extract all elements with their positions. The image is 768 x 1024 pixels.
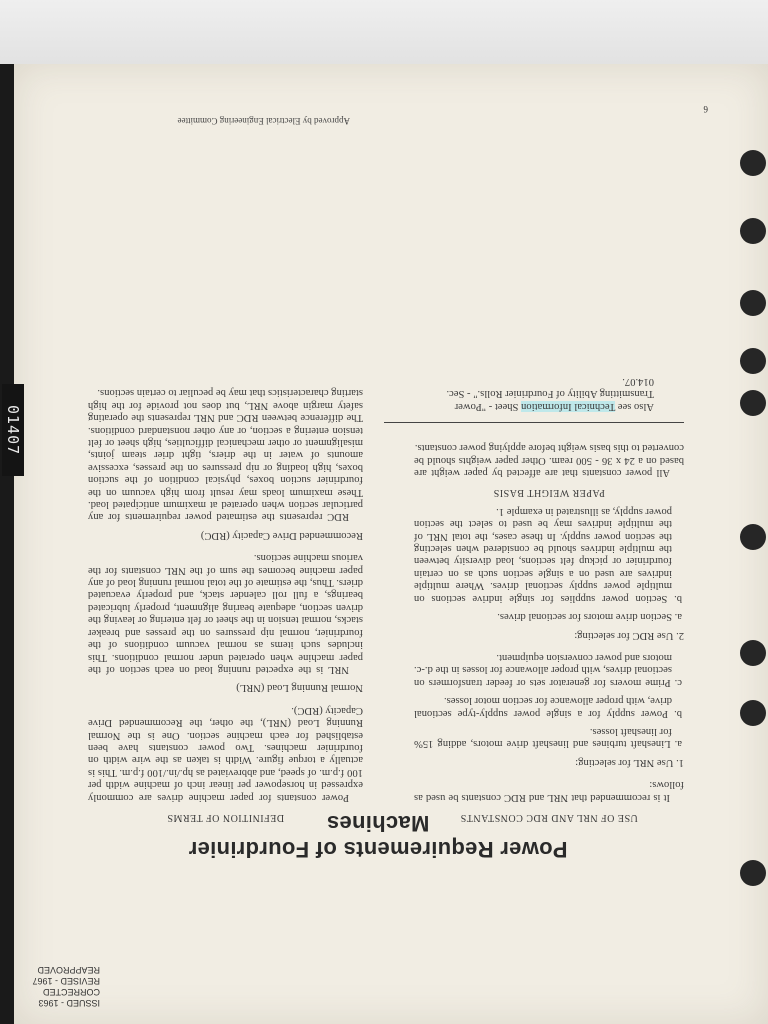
reference-note bbox=[414, 375, 654, 412]
left-column bbox=[88, 378, 363, 829]
definition-heading: DEFINITION OF TERMS bbox=[166, 812, 285, 823]
page-number: 6 bbox=[703, 104, 708, 114]
basis-heading: PAPER WEIGHT BASIS bbox=[493, 487, 605, 499]
section-tab: 01407 bbox=[2, 384, 24, 476]
rdc-text: RDC represents the estimated power requirements for any particular section when operated at maximum anticipated load. These maximum loads may result from high vacuum on the fourdrinier suction boxes, physical condition of the suction boxes, high loading or nip pressures on the presses, excessive amounts of water in the driers, tight drier steam joints, misalignment or other mechanical difficulties, high sheet or felt tension entering a section, or any other nonstandard conditions. The difference between RDC and NRL represents the operating safety margin above NRL, but does not provide for the high starting characteristics that may be peculiar to certain sections. bbox=[88, 387, 363, 523]
usage-heading: USE OF NRL AND RDC CONSTANTS bbox=[460, 812, 638, 823]
approval-footer: Approved by Electrical Engineering Committee bbox=[177, 116, 350, 126]
usage-intro: It is recommended that NRL and RDC constants be used as follows: bbox=[414, 779, 684, 803]
nrl-text: NRL is the expected running load on each section of the paper machine when operated under normal conditions. This includes such items as normal vacuum conditions of the fourdrinier, normal nip pressures on the presses and breaker stacks, normal tension in the sheet or felt entering or leaving the driven section, adequate bearing alignment, properly lubricated bearings, a full roll calender stack, and properly evacuated driers. Thus, the estimate of the total normal running load of any paper machine becomes the sum of the NRL constants for the various machine sections. bbox=[88, 552, 363, 675]
binder-edge bbox=[0, 64, 14, 1024]
step1-label: 1. Use NRL for selecting: bbox=[575, 756, 684, 768]
stamp-row: REAPPROVED bbox=[37, 965, 100, 975]
list-item: a. Section drive motors for sectional drives. bbox=[497, 611, 682, 623]
issue-stamp bbox=[20, 964, 100, 1008]
rdc-heading: Recommended Drive Capacity (RDC) bbox=[200, 529, 363, 541]
scanner-background bbox=[0, 0, 768, 64]
stamp-row: REVISED - 1967 bbox=[32, 976, 100, 986]
step2-label: 2. Use RDC for selecting: bbox=[574, 629, 684, 641]
page-title: Power Requirements of Fourdrinier Machines bbox=[188, 811, 568, 862]
note-highlight: Technical Information bbox=[521, 400, 616, 412]
divider bbox=[384, 422, 684, 423]
right-column bbox=[414, 375, 684, 829]
basis-text: All power constants that are affected by paper weight are based on a 24 x 36 - 500 ream. Other paper weights should be converted to this basis weight before applying power constants. bbox=[414, 442, 684, 479]
list-item: b. Power supply for a single power supply-type sectional drive, with proper allowance for section motor losses. bbox=[414, 695, 682, 719]
nrl-heading: Normal Running Load (NRL) bbox=[236, 682, 363, 694]
note-prefix: Also see bbox=[615, 400, 654, 412]
list-item: a. Lineshaft turbines and lineshaft drive motors, adding 15% for lineshaft losses. bbox=[414, 725, 682, 750]
note-suffix: Sheet - "Power Transmitting Ability of Fourdrinier Rolls." - Sec. 014.07. bbox=[446, 376, 654, 412]
definition-intro: Power constants for paper machine drives are commonly expressed in horsepower per linear inch of machine width per 100 f.p.m. of speed, and abbreviated as hp./in./100 f.p.m. This is actually a torque figure. Width is taken as the wire width on fourdrinier machines. Two power constants have been established for each machine section. One is the Normal Running Load (NRL), the other, the Recommended Drive Capacity (RDC). bbox=[88, 704, 363, 803]
stamp-row: CORRECTED bbox=[42, 987, 100, 997]
rotated-document bbox=[14, 64, 768, 1024]
list-item: b. Section power supplies for single indrive sections on multiple power supply sectional drives. Where multiple indrives are used on a single section such as on certain fourdrinier or pickup felt sections, load diversity between the multiple indrives should be considered when selecting the section power supply. In these cases, the total NRL of the multiple indrives may be used to select the section power supply, as illustrated in example 1. bbox=[414, 505, 682, 604]
list-item: c. Prime movers for generator sets or feeder transformers on sectional drives, with proper allowance for losses in the d.-c. motors and power conversion equipment. bbox=[414, 651, 682, 688]
stamp-row: ISSUED - 1963 bbox=[38, 998, 100, 1008]
